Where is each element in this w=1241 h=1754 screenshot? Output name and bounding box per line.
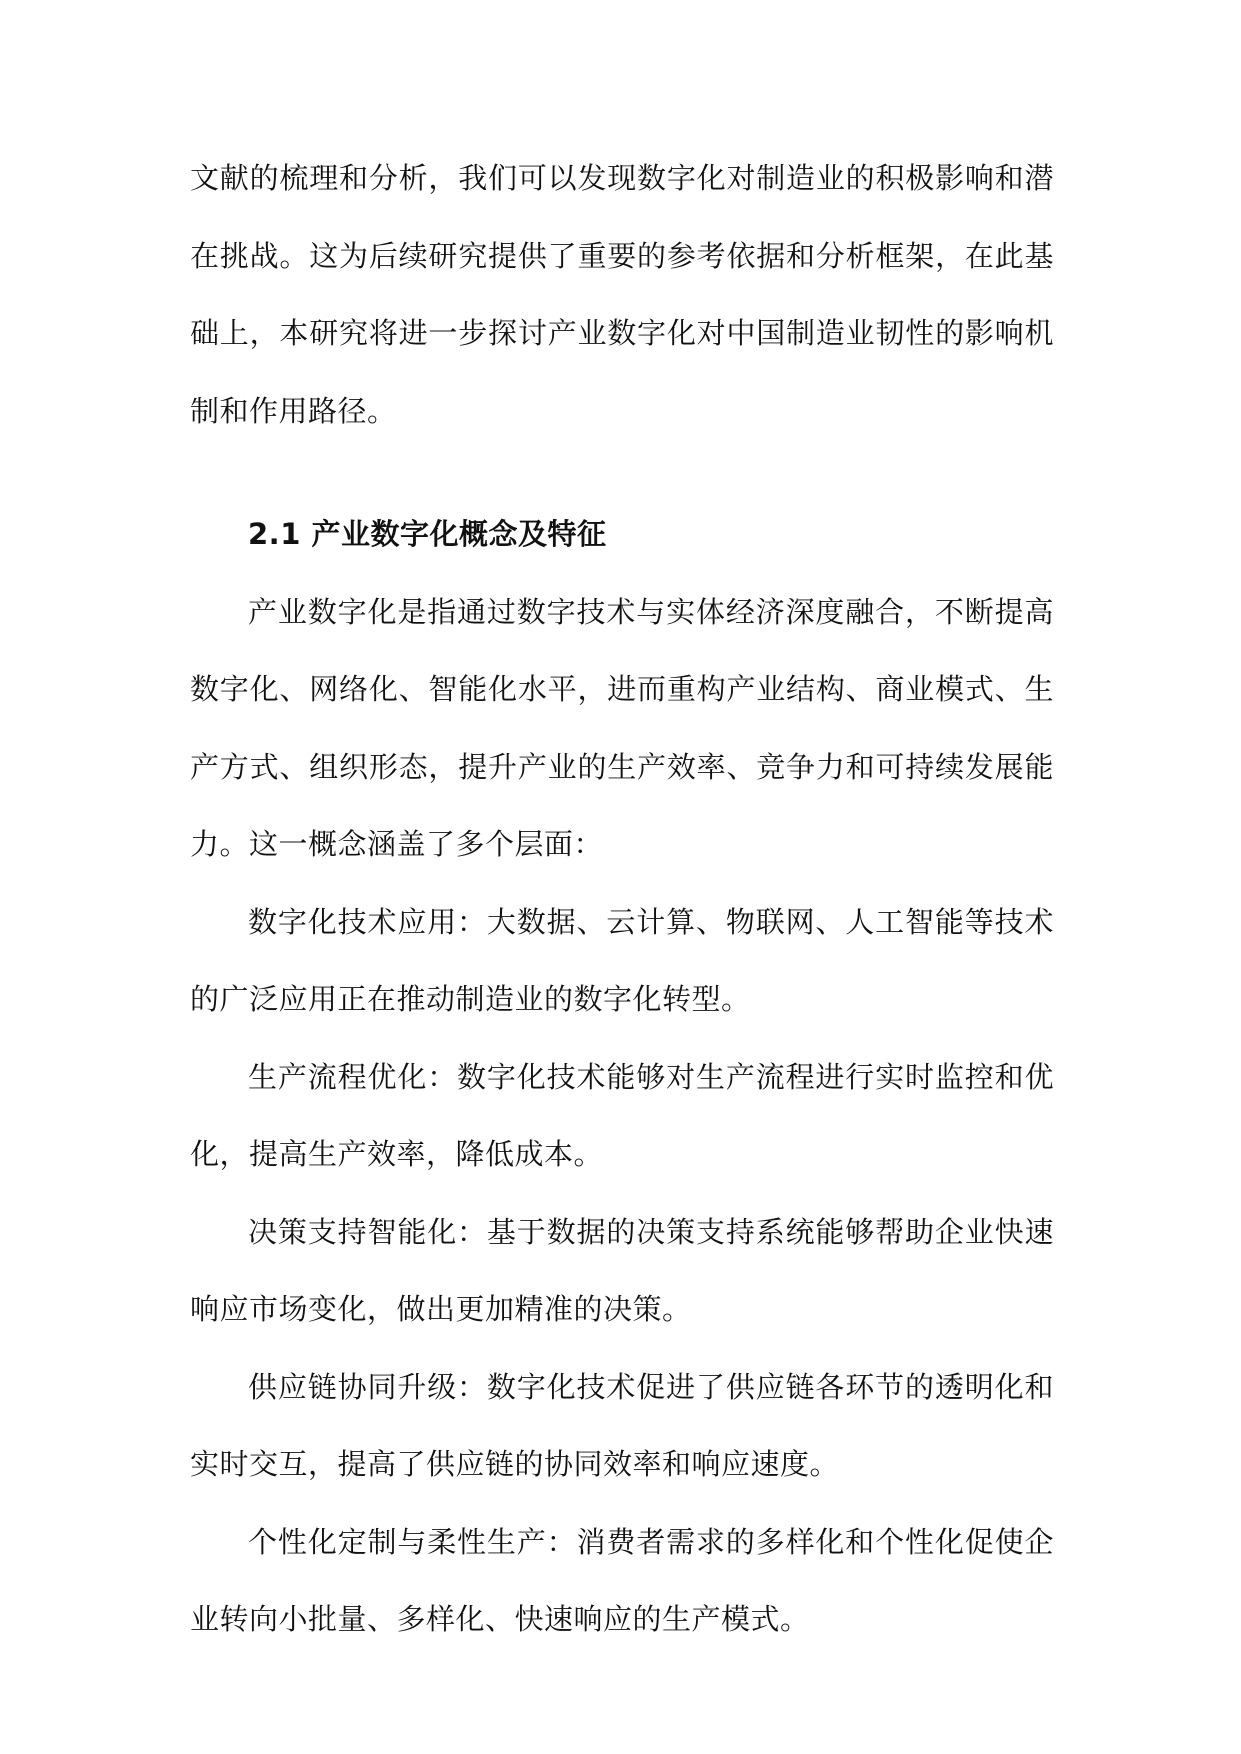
paragraph-process-optimization: 生产流程优化：数字化技术能够对生产流程进行实时监控和优化，提高生产效率，降低成本。 (190, 1059, 1054, 1171)
section-heading: 2.1 产业数字化概念及特征 (248, 517, 607, 551)
paragraph-tech-application: 数字化技术应用：大数据、云计算、物联网、人工智能等技术的广泛应用正在推动制造业的数字化转型。 (190, 904, 1054, 1016)
paragraph-definition: 产业数字化是指通过数字技术与实体经济深度融合，不断提高数字化、网络化、智能化水平，进而重构产业结构、商业模式、生产方式、组织形态，提升产业的生产效率、竞争力和可持续发展能力。这一概念涵盖了多个层面： (190, 594, 1054, 861)
paragraph-supply-chain: 供应链协同升级：数字化技术促进了供应链各环节的透明化和实时交互，提高了供应链的协同效率和响应速度。 (190, 1369, 1054, 1481)
paragraph-decision-support: 决策支持智能化：基于数据的决策支持系统能够帮助企业快速响应市场变化，做出更加精准的决策。 (190, 1214, 1054, 1326)
paragraph-continuation: 文献的梳理和分析，我们可以发现数字化对制造业的积极影响和潜在挑战。这为后续研究提供了重要的参考依据和分析框架，在此基础上，本研究将进一步探讨产业数字化对中国制造业韧性的影响机制和作用路径。 (190, 161, 1054, 428)
paragraph-customization: 个性化定制与柔性生产：消费者需求的多样化和个性化促使企业转向小批量、多样化、快速响应的生产模式。 (190, 1524, 1054, 1636)
document-body (190, 140, 1054, 1659)
